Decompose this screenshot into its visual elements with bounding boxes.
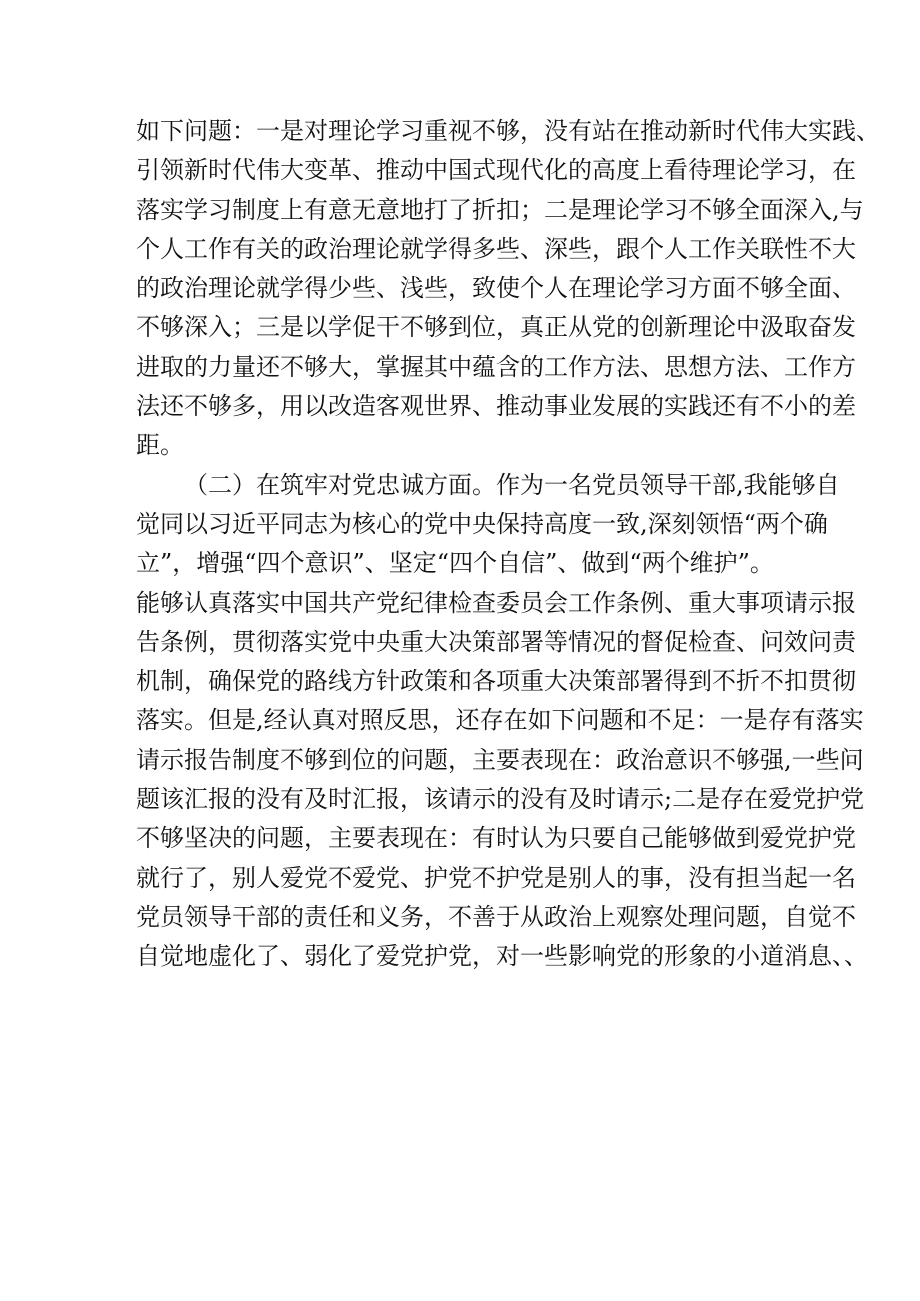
paragraph-2-line-8: 请示报告制度不够到位的问题，主要表现在：政治意识不够强,一些问 — [136, 745, 864, 774]
paragraph-1-line-8: 法还不够多，用以改造客观世界、推动事业发展的实践还有不小的差 — [136, 392, 856, 421]
paragraph-2 — [136, 466, 868, 977]
paragraph-1-line-6: 不够深入；三是以学促干不够到位，真正从党的创新理论中汲取奋发 — [136, 313, 856, 342]
paragraph-1-line-1: 如下问题：一是对理论学习重视不够，没有站在推动新时代伟大实践、 — [136, 117, 880, 145]
paragraph-1-line-3: 落实学习制度上有意无意地打了折扣；二是理论学习不够全面深入,与 — [136, 195, 864, 224]
paragraph-1 — [136, 112, 880, 466]
paragraph-2-line-13: 自觉地虚化了、弱化了爱党护党，对一些影响党的形象的小道消息、、 — [136, 942, 868, 971]
paragraph-1-line-2: 引领新时代伟大变革、推动中国式现代化的高度上看待理论学习，在 — [136, 156, 856, 185]
paragraph-2-line-5: 告条例，贯彻落实党中央重大决策部署等情况的督促检查、问效问责 — [136, 627, 856, 656]
paragraph-2-line-9: 题该汇报的没有及时汇报，该请示的没有及时请示;二是存在爱党护党 — [136, 785, 865, 814]
paragraph-2-heading-line: （二）在筑牢对党忠诚方面。作为一名党员领导干部,我能够自 — [184, 470, 840, 499]
paragraph-2-line-6: 机制，确保党的路线方针政策和各项重大决策部署得到不折不扣贯彻 — [136, 667, 856, 696]
paragraph-1-line-7: 进取的力量还不够大，掌握其中蕴含的工作方法、思想方法、工作方 — [136, 352, 856, 381]
paragraph-2-line-10: 不够坚决的问题，主要表现在：有时认为只要自己能够做到爱党护党 — [136, 824, 856, 853]
paragraph-2-line-11: 就行了，别人爱党不爱党、护党不护党是别人的事，没有担当起一名 — [136, 863, 856, 892]
document-body — [136, 112, 880, 977]
paragraph-2-line-4: 能够认真落实中国共产党纪律检查委员会工作条例、重大事项请示报 — [136, 588, 856, 617]
paragraph-2-line-7: 落实。但是,经认真对照反思，还存在如下问题和不足：一是存有落实 — [136, 706, 864, 735]
paragraph-2-line-12: 党员领导干部的责任和义务，不善于从政治上观察处理问题，自觉不 — [136, 902, 856, 931]
paragraph-2-line-2: 觉同以习近平同志为核心的党中央保持高度一致,深刻领悟“两个确 — [136, 509, 828, 538]
paragraph-1-line-4: 个人工作有关的政治理论就学得多些、深些，跟个人工作关联性不大 — [136, 234, 856, 263]
paragraph-2-line-3: 立”，增强“四个意识”、坚定“四个自信”、做到“两个维护”。 — [136, 549, 774, 578]
paragraph-1-line-9: 距。 — [136, 431, 184, 460]
paragraph-1-line-5: 的政治理论就学得少些、浅些，致使个人在理论学习方面不够全面、 — [136, 274, 856, 303]
